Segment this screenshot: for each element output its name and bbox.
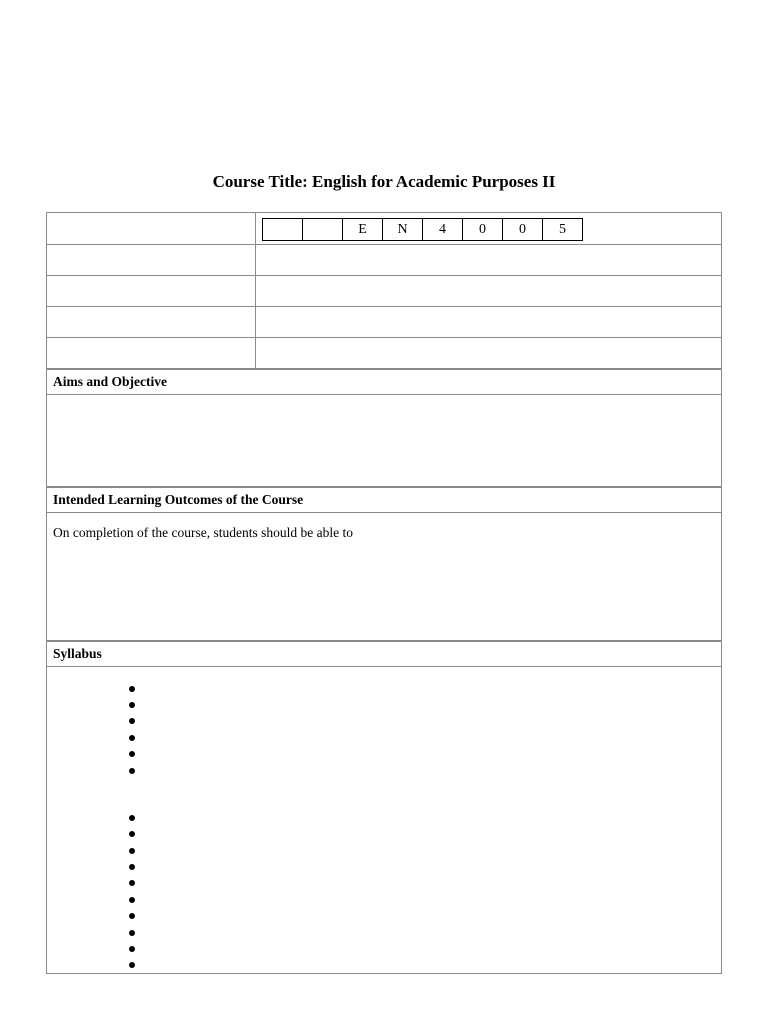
list-bullet	[129, 735, 135, 741]
outcomes-intro-text: On completion of the course, students should be able to	[53, 525, 353, 540]
row-divider	[47, 337, 721, 338]
list-bullet	[129, 913, 135, 919]
syllabus-heading: Syllabus	[53, 646, 102, 661]
course-code-cell: 5	[543, 219, 583, 240]
course-code-boxes	[262, 218, 583, 241]
list-bullet	[129, 718, 135, 724]
list-bullet	[129, 768, 135, 774]
info-column-divider	[255, 213, 256, 369]
row-divider	[47, 394, 721, 395]
list-bullet	[129, 880, 135, 886]
list-bullet	[129, 831, 135, 837]
course-code-cell: 4	[423, 219, 463, 240]
aims-heading: Aims and Objective	[53, 374, 167, 389]
course-code-cell: E	[343, 219, 383, 240]
list-bullet	[129, 815, 135, 821]
list-bullet	[129, 864, 135, 870]
row-divider	[47, 512, 721, 513]
row-divider	[47, 306, 721, 307]
row-divider	[47, 486, 721, 488]
list-bullet	[129, 897, 135, 903]
outcomes-heading: Intended Learning Outcomes of the Course	[53, 492, 304, 507]
list-bullet	[129, 686, 135, 692]
row-divider	[47, 666, 721, 667]
course-form-table	[46, 212, 722, 974]
course-code-cell: 0	[503, 219, 543, 240]
row-divider	[47, 244, 721, 245]
list-bullet	[129, 946, 135, 952]
course-code-cell: 0	[463, 219, 503, 240]
course-code-cell	[263, 219, 303, 240]
row-divider	[47, 640, 721, 642]
list-bullet	[129, 962, 135, 968]
list-bullet	[129, 751, 135, 757]
course-code-cell	[303, 219, 343, 240]
list-bullet	[129, 848, 135, 854]
row-divider	[47, 275, 721, 276]
course-title: Course Title: English for Academic Purposes II	[212, 172, 556, 191]
course-code-cell: N	[383, 219, 423, 240]
list-bullet	[129, 930, 135, 936]
row-divider	[47, 368, 721, 370]
list-bullet	[129, 702, 135, 708]
